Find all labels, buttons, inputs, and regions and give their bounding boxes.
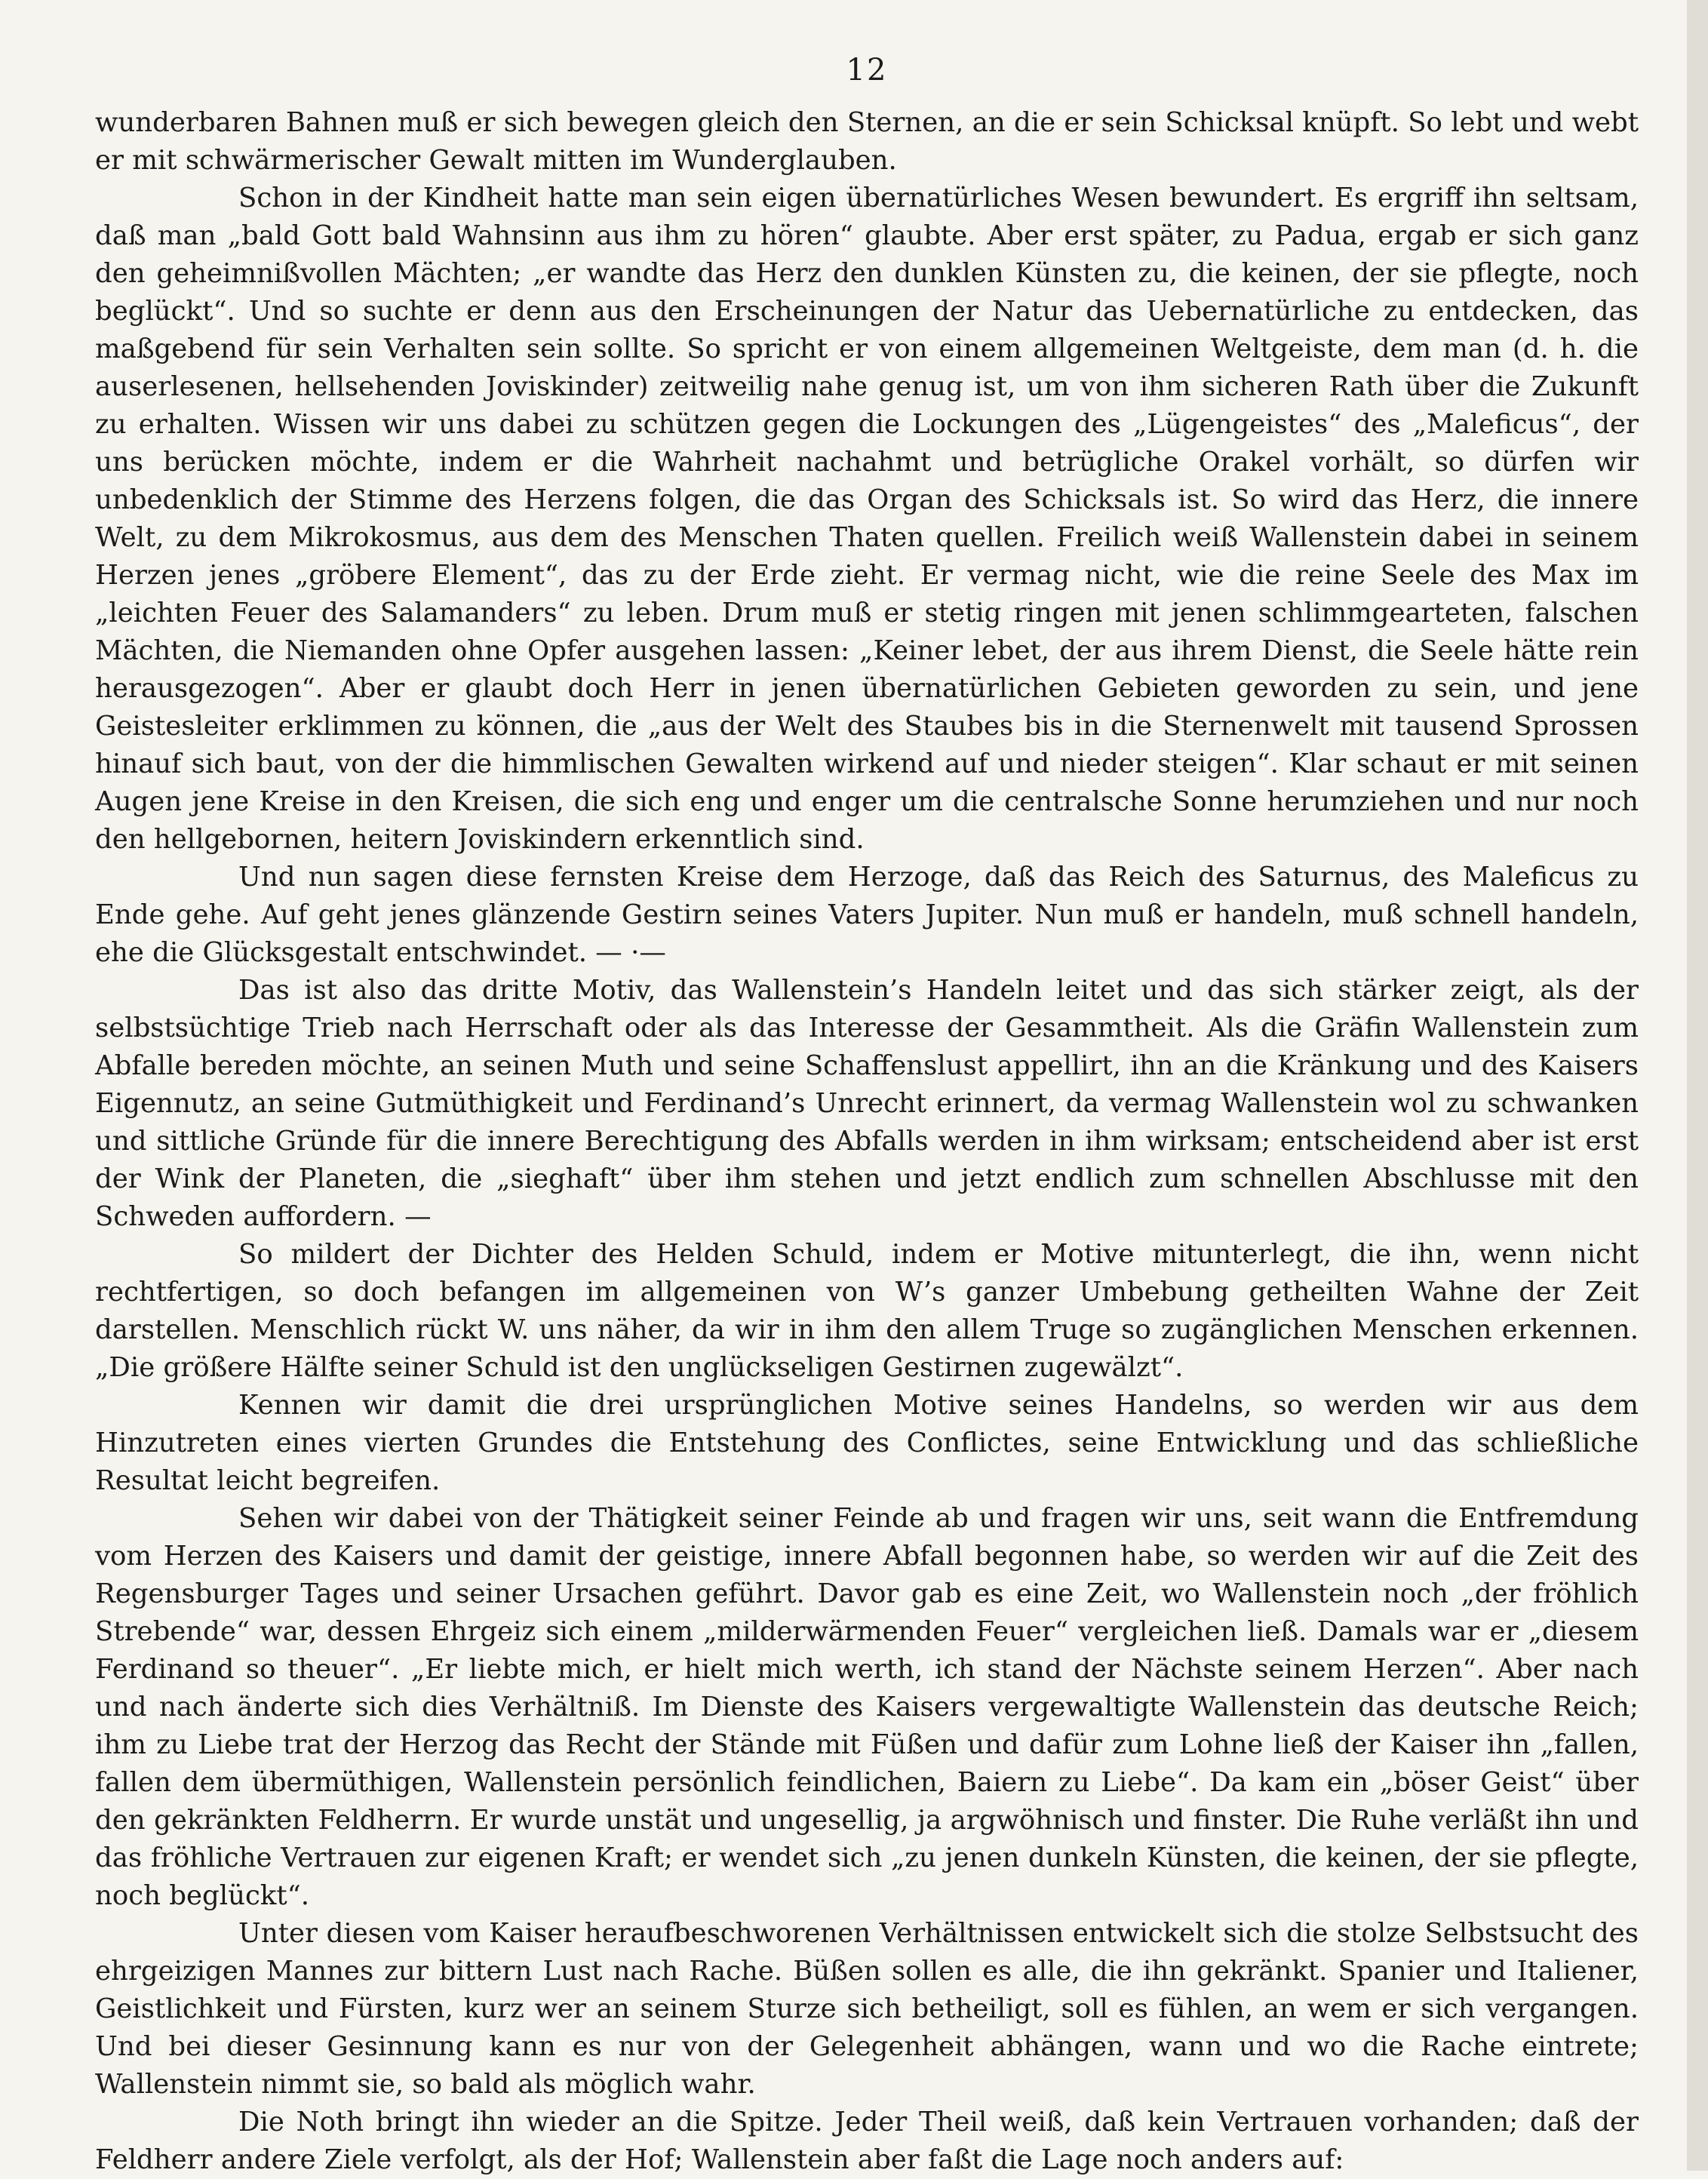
page-number: 12 [846,53,888,88]
paragraph: So mildert der Dichter des Helden Schuld, indem er Motive mitunterlegt, die ihn, wenn nicht rechtfertigen, so doch befangen im allgemeinen von W’s ganzer Umbebung getheilten Wahne der Zeit darstellen. Menschlich rückt W. uns näher, da wir in ihm den allem Truge so zugänglichen Menschen erkennen. „Die größere Hälfte seiner Schuld ist den unglückseligen Gestirnen zugewälzt“. [95,1239,1639,1383]
paragraph: Das ist also das dritte Motiv, das Wallenstein’s Handeln leitet und das sich stärker zeigt, als der selbstsüchtige Trieb nach Herrschaft oder als das Interesse der Gesammtheit. Als die Gräfin Wallenstein zum Abfalle bereden möchte, an seinen Muth und seine Schaffenslust appellirt, ihn an die Kränkung und des Kaisers Eigennutz, an seine Gutmüthigkeit und Ferdinand’s Unrecht erinnert, da vermag Wallenstein wol zu schwanken und sittliche Gründe für die innere Berechtigung des Abfalls werden in ihm wirksam; entscheidend aber ist erst der Wink der Planeten, die „sieghaft“ über ihm stehen und jetzt endlich zum schnellen Abschlusse mit den Schweden auffordern. — [95,975,1639,1232]
paragraph: Und nun sagen diese fernsten Kreise dem Herzoge, daß das Reich des Saturnus, des Maleficus zu Ende gehe. Auf geht jenes glänzende Gestirn seines Vaters Jupiter. Nun muß er handeln, muß schnell handeln, ehe die Glücksgestalt entschwindet. — ·— [95,862,1639,968]
page-edge-shadow [1687,0,1708,2171]
body-text [95,104,1639,2179]
paragraph: Unter diesen vom Kaiser heraufbeschworenen Verhältnissen entwickelt sich die stolze Selbstsucht des ehrgeizigen Mannes zur bittern Lust nach Rache. Büßen sollen es alle, die ihn gekränkt. Spanier und Italiener, Geistlichkeit und Fürsten, kurz wer an seinem Sturze sich betheiligt, soll es fühlen, an wem er sich vergangen. Und bei dieser Gesinnung kann es nur von der Gelegenheit abhängen, wann und wo die Rache eintrete; Wallenstein nimmt sie, so bald als möglich wahr. [95,1918,1639,2100]
paragraph: wunderbaren Bahnen muß er sich bewegen gleich den Sternen, an die er sein Schicksal knüpft. So lebt und webt er mit schwärmerischer Gewalt mitten im Wunderglauben. [95,107,1639,176]
paragraph: Schon in der Kindheit hatte man sein eigen übernatürliches Wesen bewundert. Es ergriff ihn seltsam, daß man „bald Gott bald Wahnsinn aus ihm zu hören“ glaubte. Aber erst später, zu Padua, ergab er sich ganz den geheimnißvollen Mächten; „er wandte das Herz den dunklen Künsten zu, die keinen, der sie pflegte, noch beglückt“. Und so suchte er denn aus den Erscheinungen der Natur das Uebernatürliche zu entdecken, das maßgebend für sein Verhalten sein sollte. So spricht er von einem allgemeinen Weltgeiste, dem man (d. h. die auserlesenen, hellsehenden Joviskinder) zeitweilig nahe genug ist, um von ihm sicheren Rath über die Zukunft zu erhalten. Wissen wir uns dabei zu schützen gegen die Lockungen des „Lügengeistes“ des „Maleficus“, der uns berücken möchte, indem er die Wahrheit nachahmt und betrügliche Orakel vorhält, so dürfen wir unbedenklich der Stimme des Herzens folgen, die das Organ des Schicksals ist. So wird das Herz, die innere Welt, zu dem Mikrokosmus, aus dem des Menschen Thaten quellen. Freilich weiß Wallenstein dabei in seinem Herzen jenes „gröbere Element“, das zu der Erde zieht. Er vermag nicht, wie die reine Seele des Max im „leichten Feuer des Salamanders“ zu leben. Drum muß er stetig ringen mit jenen schlimmgearteten, falschen Mächten, die Niemanden ohne Opfer ausgehen lassen: „Keiner lebet, der aus ihrem Dienst, die Seele hätte rein herausgezogen“. Aber er glaubt doch Herr in jenen übernatürlichen Gebieten geworden zu sein, und jene Geistesleiter erklimmen zu können, die „aus der Welt des Staubes bis in die Sternenwelt mit tausend Sprossen hinauf sich baut, von der die himmlischen Gewalten wirkend auf und nieder steigen“. Klar schaut er mit seinen Augen jene Kreise in den Kreisen, die sich eng und enger um die centralsche Sonne herumziehen und nur noch den hellgebornen, heitern Joviskindern erkenntlich sind. [95,183,1639,855]
paragraph: Sehen wir dabei von der Thätigkeit seiner Feinde ab und fragen wir uns, seit wann die Entfremdung vom Herzen des Kaisers und damit der geistige, innere Abfall begonnen habe, so werden wir auf die Zeit des Regensburger Tages und seiner Ursachen geführt. Davor gab es eine Zeit, wo Wallenstein noch „der fröhlich Strebende“ war, dessen Ehrgeiz sich einem „milderwärmenden Feuer“ vergleichen ließ. Damals war er „diesem Ferdinand so theuer“. „Er liebte mich, er hielt mich werth, ich stand der Nächste seinem Herzen“. Aber nach und nach änderte sich dies Verhältniß. Im Dienste des Kaisers vergewaltigte Wallenstein das deutsche Reich; ihm zu Liebe trat der Herzog das Recht der Stände mit Füßen und dafür zum Lohne ließ der Kaiser ihn „fallen, fallen dem übermüthigen, Wallenstein persönlich feindlichen, Baiern zu Liebe“. Da kam ein „böser Geist“ über den gekränkten Feldherrn. Er wurde unstät und ungesellig, ja argwöhnisch und finster. Die Ruhe verläßt ihn und das fröhliche Vertrauen zur eigenen Kraft; er wendet sich „zu jenen dunkeln Künsten, die keinen, der sie pflegte, noch beglückt“. [95,1503,1639,1911]
paragraph: Die Noth bringt ihn wieder an die Spitze. Jeder Theil weiß, daß kein Vertrauen vorhanden; daß der Feldherr andere Ziele verfolgt, als der Hof; Wallenstein aber faßt die Lage noch anders auf: [95,2107,1639,2175]
paragraph: Kennen wir damit die drei ursprünglichen Motive seines Handelns, so werden wir aus dem Hinzutreten eines vierten Grundes die Entstehung des Conflictes, seine Entwicklung und das schließliche Resultat leicht begreifen. [95,1390,1639,1496]
